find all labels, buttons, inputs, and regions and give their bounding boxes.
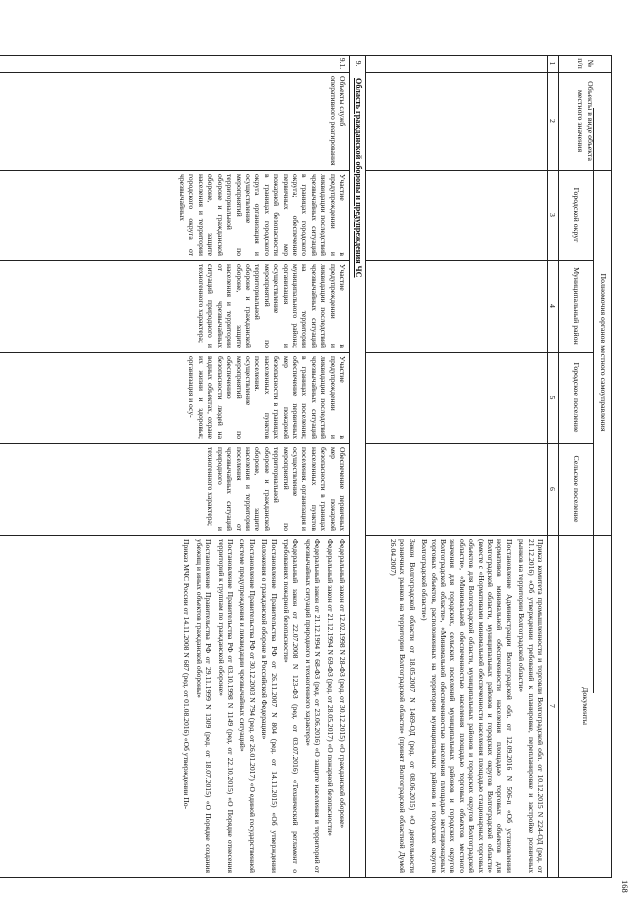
top-doc-2: Постановление Администрации Волгоградской обл. от 12.09.2016 N 506-п «Об установлении нормативов минимальной обеспеченности населения площадью торговых объектов для Волгоградской области, муниципальных районов и городских округов Волгоградской области» (вместе с «Нормативами минимальной обеспеченности населения площадью стационарных торговых объектов для Волгоградской области, муниципальных районов и городских округов Волгоградской области», «Минимальной обеспеченностью населения площадью торговых объектов местного значения для городских, сельских поселений муниципальных районов и городских округов Волгоградской области», «Минимальной обеспеченностью населения площадью нестационарных торговых объектов, расположенных на территории муниципальных районов и городских округов Волгоградской области»): [420, 539, 514, 873]
colnum-7: 7: [548, 704, 557, 708]
page-number: 168: [620, 880, 630, 893]
table-left-border: [0, 55, 612, 56]
row-city-district: Участие в предупреждении и ликвидации последствий чрезвычайных ситуаций в границах городского округа; обеспечение первичных мер пожарной безопасности в границах городского округа организация и осуществление мероприятий по территориальной обороне и гражданской обороне, защите населения и территории городского округа от чрезвычайных: [178, 174, 347, 256]
colnum-3: 3: [548, 213, 557, 217]
header-city-district: Городской округ: [572, 187, 582, 243]
table-right-border: [0, 877, 612, 878]
section-number: 9.: [354, 60, 363, 67]
header-group-title: Полномочия органов местного самоуправления: [598, 273, 608, 432]
doc-item: Федеральный закон от 12.02.1998 N 28-ФЗ (ред. от 30.12.2015) «О гражданской обороне»: [338, 539, 347, 829]
row-rural-settlement: Обеспечение первичных мер пожарной безопасности в границах населенных пунктов поселения. организация и осуществление мероприятий по территориальной обороне и гражданской обороне, защите населения и территории поселения от чрезвычайных ситуаций природного и техногенного характера;: [206, 447, 347, 531]
doc-item: Федеральный закон от 21.12.1994 N 68-ФЗ (ред. от 23.06.2016) «О защите населения и территорий от чрезвычайных ситуаций природного и техногенного характера»: [303, 539, 323, 873]
top-doc-3: Закон Волгоградской области от 18.05.2007 N 1469-ОД (ред. от 08.06.2015) «О деятельности розничных рынков на территории Волгоградской области» (принят Волгоградской областной Думой 26.04.2007): [388, 539, 417, 873]
header-urban-settlement: Городское поселение: [572, 362, 582, 433]
doc-item: Постановление Правительства РФ от 26.11.2007 N 804 (ред. от 14.11.2015) «Об утверждении Положения о гражданской обороне в Российской Федерации»: [260, 539, 279, 873]
colnum-6: 6: [548, 487, 557, 491]
colnum-2: 2: [548, 119, 557, 123]
row-num: 9.1.: [338, 57, 347, 70]
colnum-4: 4: [548, 304, 557, 308]
row-municipal-district: Участие в предупреждении и ликвидации последствий чрезвычайных ситуаций на территории муниципального района; организация и осуществление мероприятий по территориальной обороне и гражданской обороне, защите населения и территории от чрезвычайных ситуаций природного и техногенного характера;: [196, 264, 347, 348]
top-doc-1: Приказ комитета промышленности и торговли Волгоградской обл. от 10.12.2015 N 224-ОД (ред. от 21.12.2016) «Об утверждении требований к планировке, перепланировке и застройке розничных рынков на территории Волгоградской области»: [517, 539, 545, 873]
doc-item: Постановление Правительства РФ от 30.12.2003 N 794 (ред. от 26.01.2017) «О единой государственной системе предупреждения и ликвидации чрезвычайных ситуаций»: [238, 539, 257, 873]
header-object-type: Объекты в виде объекта местного значения: [576, 81, 595, 161]
row-object: Объекты служб оперативного реагирования: [328, 76, 347, 166]
row-documents: [0, 535, 350, 877]
header-documents: Документы: [581, 687, 591, 725]
colnum-5: 5: [548, 395, 557, 400]
doc-item: Приказ МЧС России от 14.11.2008 N 687 (ред. от 01.08.2016) «Об утверждении По-: [182, 539, 192, 810]
header-num: № п/п: [576, 58, 595, 69]
doc-item: Постановление Правительства РФ от 03.10.1998 N 1149 (ред. от 22.10.2015) «О Порядке отнесения территорий к группам по гражданской обороне»: [216, 539, 235, 873]
doc-item: Федеральный закон от 22.07.2008 N 123-ФЗ (ред. от 03.07.2016) «Технический регламент о требованиях пожарной безопасности»: [281, 539, 301, 873]
header-municipal-district: Муниципальный район: [572, 267, 582, 345]
colnum-1: 1: [548, 61, 557, 66]
top-row-documents: [366, 535, 548, 877]
section-title: Область гражданской обороны и предупреждения ЧС: [354, 78, 363, 278]
doc-item: Федеральный закон от 21.12.1994 N 69-ФЗ (ред. от 28.05.2017) «О пожарной безопасности»: [325, 539, 335, 836]
header-rural-settlement: Сельское поселение: [572, 455, 582, 523]
row-urban-settlement: Участие в предупреждении и ликвидации последствий чрезвычайных ситуаций в границах поселения; обеспечение первичных мер пожарной безопасности в границах населенных пунктов поселения. осуществление мероприятий по обеспечению безопасности людей на водных объектах, охране их жизни и здоровья; организация и осу-: [187, 356, 347, 439]
doc-item: Постановление Правительства РФ от 29.11.1999 N 1309 (ред. от 18.07.2015) «О Порядке создания убежищ и иных объектов гражданской обороны»: [194, 539, 214, 873]
